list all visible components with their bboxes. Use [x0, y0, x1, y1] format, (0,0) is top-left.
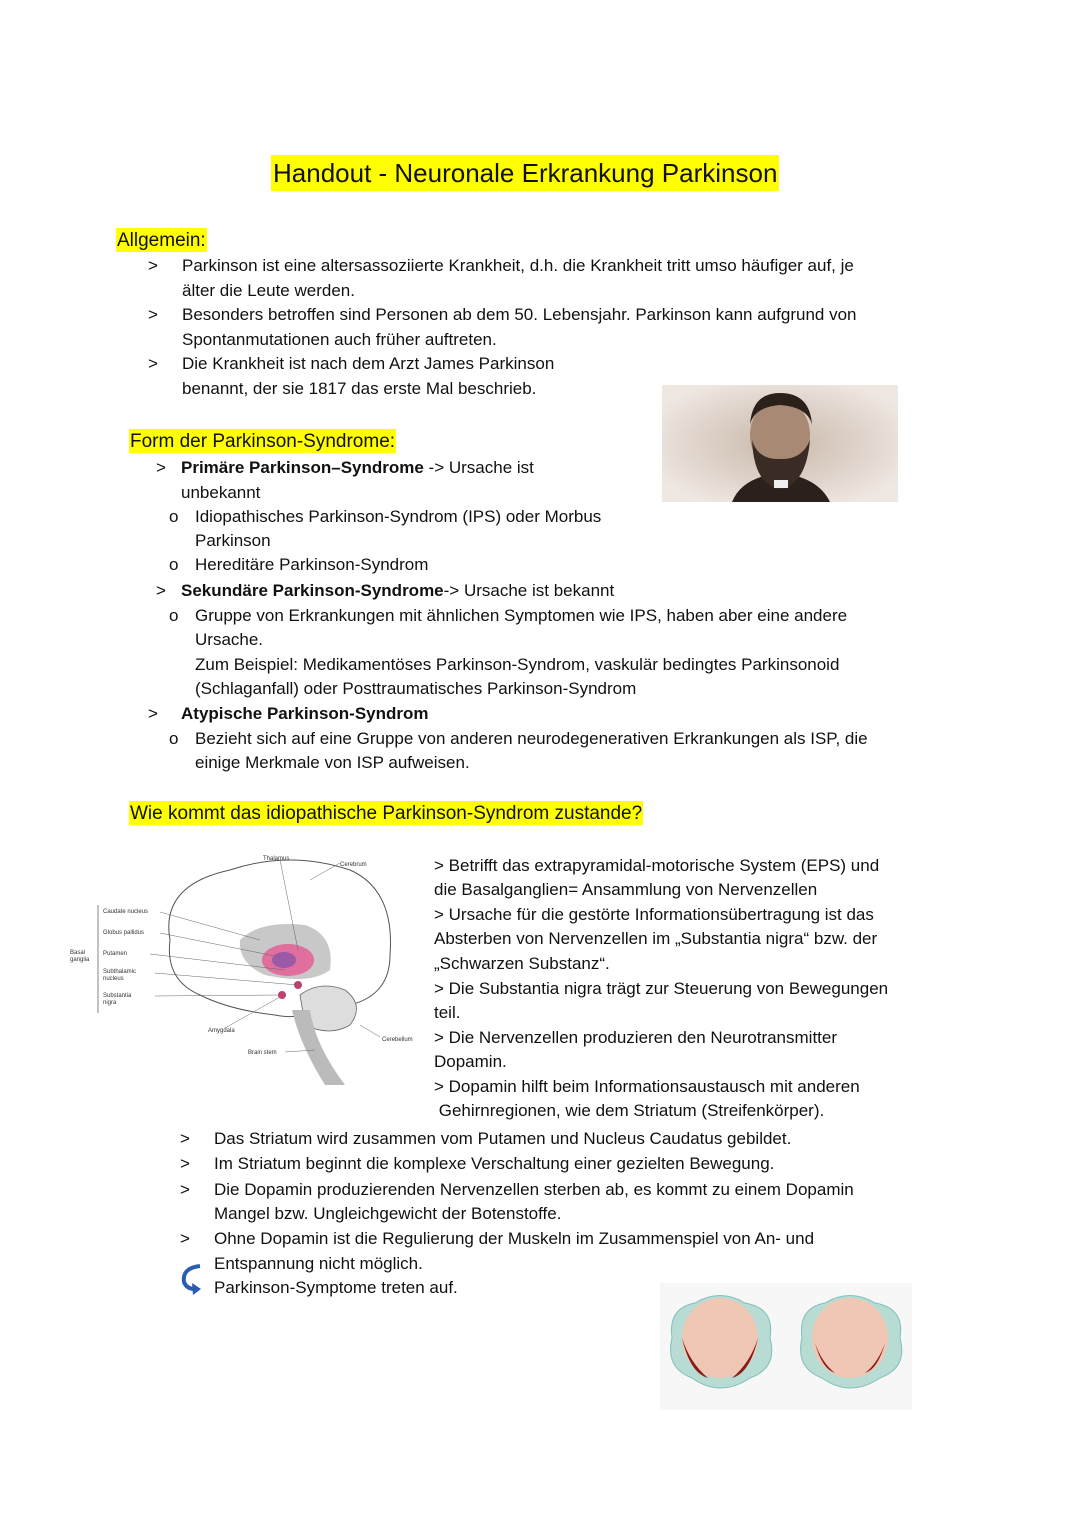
text-line: Absterben von Nervenzellen im „Substantia nigra“ bzw. der [434, 929, 878, 948]
bullet: > [148, 305, 158, 324]
text-line: Mangel bzw. Ungleichgewicht der Botenstoffe. [214, 1204, 562, 1223]
text-line: unbekannt [181, 483, 261, 502]
label-caudate: Caudate nucleus [103, 909, 149, 915]
text-line: älter die Leute werden. [182, 281, 355, 300]
sub-bullet: o [169, 507, 179, 526]
text-line: Besonders betroffen sind Personen ab dem 50. Lebensjahr. Parkinson kann aufgrund von [182, 305, 857, 324]
label-substantia: Substantia [103, 993, 132, 999]
midbrain-left [671, 1296, 772, 1389]
bullet: > [180, 1229, 190, 1248]
text-line [181, 579, 614, 603]
label-ganglia: ganglia [70, 957, 90, 963]
text: -> Ursache ist bekannt [443, 581, 615, 600]
label-basal: Basal [70, 950, 86, 956]
sub-bullet: o [169, 606, 179, 625]
text-line: die Basalganglien= Ansammlung von Nervenzellen [434, 880, 818, 899]
bullet: > [156, 458, 166, 477]
label-cerebrum: Cerebrum [340, 862, 367, 868]
label-subthalamic: Subthalamic [103, 969, 137, 975]
midbrain-images [660, 1283, 912, 1410]
text: -> Ursache ist [423, 458, 534, 477]
text-line: > Ursache für die gestörte Informationsübertragung ist das [434, 905, 874, 924]
text-line: Hereditäre Parkinson-Syndrom [195, 555, 429, 574]
section-heading-entstehung: Wie kommt das idiopathische Parkinson-Syndrom zustande? [130, 803, 643, 824]
text-line: > Dopamin hilft beim Informationsaustausch mit anderen [434, 1077, 860, 1096]
sub-bullet: o [169, 555, 179, 574]
portrait-james-parkinson [662, 385, 898, 502]
conclusion-text: Parkinson-Symptome treten auf. [214, 1278, 458, 1297]
text-line: einige Merkmale von ISP aufweisen. [195, 753, 470, 772]
bullet: > [148, 256, 158, 275]
text-line: Die Krankheit ist nach dem Arzt James Parkinson [182, 354, 555, 373]
text-line: Im Striatum beginnt die komplexe Verschaltung einer gezielten Bewegung. [214, 1154, 775, 1173]
brain-diagram [60, 845, 430, 1095]
term-sekundaer: Sekundäre Parkinson-Syndrome [181, 581, 444, 600]
text-line: Zum Beispiel: Medikamentöses Parkinson-Syndrom, vaskulär bedingtes Parkinsonoid [195, 655, 840, 674]
text-line: Das Striatum wird zusammen vom Putamen und Nucleus Caudatus gebildet. [214, 1129, 792, 1148]
section-heading-formen: Form der Parkinson-Syndrome: [130, 431, 396, 452]
label-amygdala: Amygdala [208, 1028, 235, 1034]
text-line: (Schlaganfall) oder Posttraumatisches Parkinson-Syndrom [195, 679, 637, 698]
bullet: > [148, 704, 158, 723]
text-line: Gruppe von Erkrankungen mit ähnlichen Symptomen wie IPS, haben aber eine andere [195, 606, 848, 625]
text-line: Idiopathisches Parkinson-Syndrom (IPS) oder Morbus [195, 507, 602, 526]
label-brain-stem: Brain stem [248, 1050, 277, 1056]
midbrain-right [801, 1296, 902, 1389]
term-primaer: Primäre Parkinson–Syndrome [181, 458, 424, 477]
sub-bullet: o [169, 729, 179, 748]
text-line: Ursache. [195, 630, 264, 649]
text-line: Entspannung nicht möglich. [214, 1254, 423, 1273]
label-nigra: nigra [103, 1000, 117, 1006]
text-line: Parkinson ist eine altersassoziierte Krankheit, d.h. die Krankheit tritt umso häufiger auf, je [182, 256, 854, 275]
text-line: teil. [434, 1003, 461, 1022]
label-thalamus: Thalamus [263, 856, 290, 862]
text-line: Spontanmutationen auch früher auftreten. [182, 330, 497, 349]
label-cerebellum: Cerebellum [382, 1037, 413, 1043]
explanation-column [434, 854, 888, 1123]
bullet: > [180, 1180, 190, 1199]
text-line: > Die Nervenzellen produzieren den Neurotransmitter [434, 1028, 838, 1047]
label-putamen: Putamen [103, 951, 128, 957]
text-line: > Die Substantia nigra trägt zur Steuerung von Bewegungen [434, 979, 889, 998]
text-line: Dopamin. [434, 1052, 507, 1071]
label-nucleus: nucleus [103, 976, 124, 982]
text-line: benannt, der sie 1817 das erste Mal beschrieb. [182, 379, 537, 398]
text-line: Die Dopamin produzierenden Nervenzellen sterben ab, es kommt zu einem Dopamin [214, 1180, 854, 1199]
section-heading-allgemein: Allgemein: [117, 230, 206, 251]
text-line: „Schwarzen Substanz“. [434, 954, 610, 973]
term-atypisch: Atypische Parkinson-Syndrom [181, 704, 429, 723]
text-line: > Betrifft das extrapyramidal-motorische System (EPS) und [434, 856, 880, 875]
page-title: Handout - Neuronale Erkrankung Parkinson [271, 155, 779, 191]
bullet: > [148, 354, 158, 373]
text-line [181, 456, 534, 480]
text-line: Ohne Dopamin ist die Regulierung der Muskeln im Zusammenspiel von An- und [214, 1229, 815, 1248]
bullet: > [180, 1154, 190, 1173]
curved-arrow-icon [178, 1262, 204, 1296]
text-line: Parkinson [195, 531, 271, 550]
text-line: Bezieht sich auf eine Gruppe von anderen neurodegenerativen Erkrankungen als ISP, die [195, 729, 868, 748]
text-line: Gehirnregionen, wie dem Striatum (Streifenkörper). [434, 1101, 825, 1120]
bullet: > [156, 581, 166, 600]
label-globus: Globus pallidus [103, 930, 145, 936]
bullet: > [180, 1129, 190, 1148]
